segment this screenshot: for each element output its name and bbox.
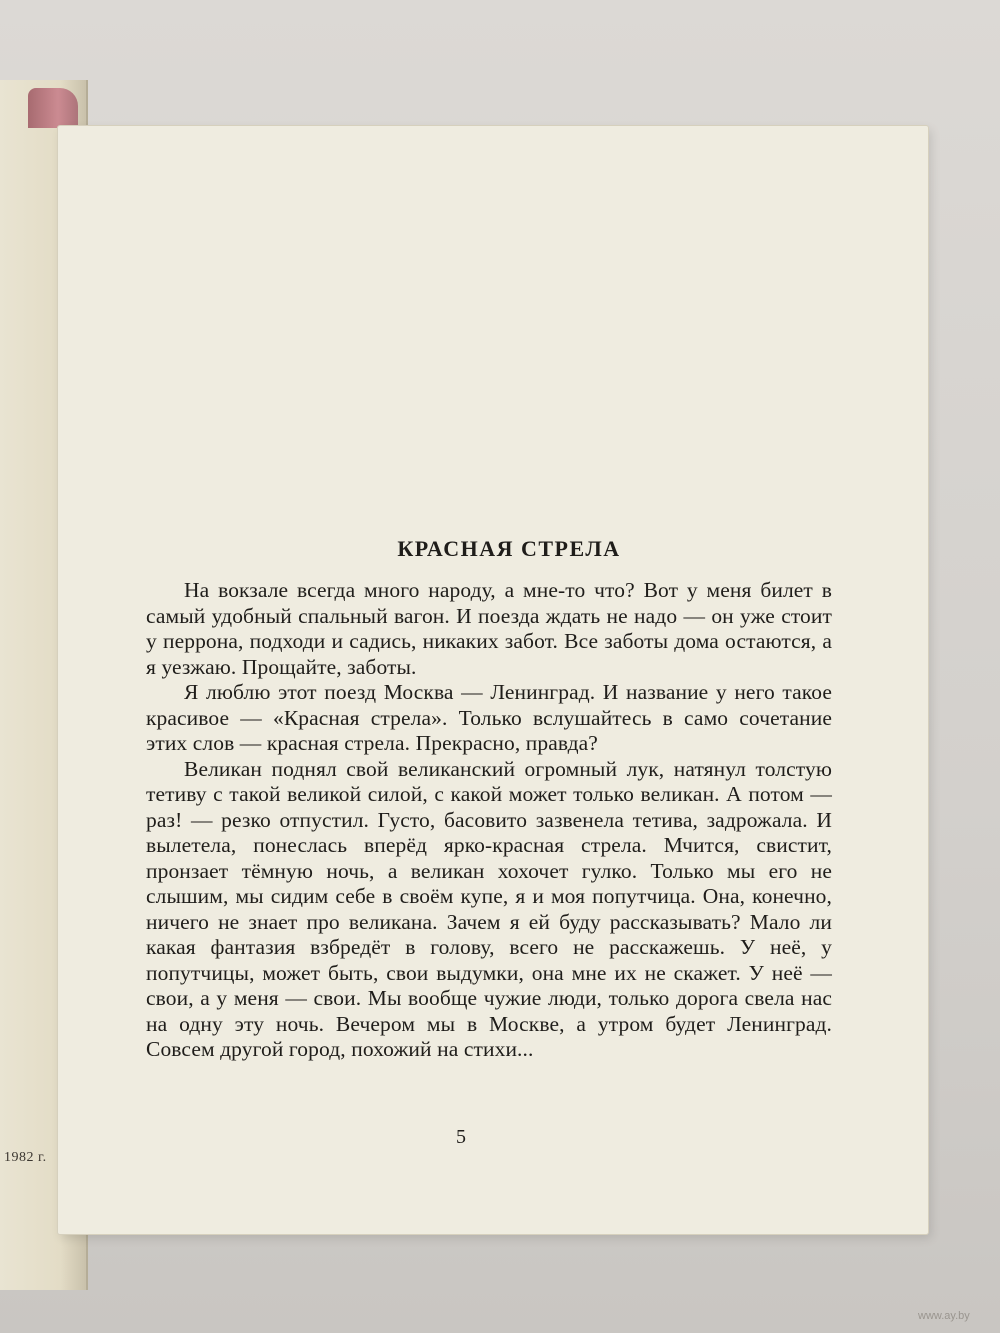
book-page [58,126,928,1234]
paragraph-2: Я люблю этот поезд Москва — Ленинград. И название у него такое красивое — «Красная стрела». Только вслушайтесь в само сочетание этих слов — красная стрела. Прекрасно, правда? [146,680,832,755]
watermark: www.ay.by [918,1310,970,1322]
paragraph-1: На вокзале всегда много народу, а мне-то что? Вот у меня билет в самый удобный спальный вагон. И поезда ждать не надо — он уже стоит у перрона, подходи и садись, никаких забот. Все заботы дома остаются, а я уезжаю. Прощайте, заботы. [146,578,832,679]
paragraph-3: Великан поднял свой великанский огромный лук, натянул толстую тетиву с такой великой силой, с какой может только великан. А потом — раз! — резко отпустил. Густо, басовито зазвенела тетива, задрожала. И вылетела, понеслась вперёд ярко-красная стрела. Мчится, свистит, пронзает тёмную ночь, а великан хохочет гулко. Только мы его не слышим, мы сидим себе в своём купе, я и моя попутчица. Она, конечно, ничего не знает про великана. Зачем я ей буду рассказывать? Мало ли какая фантазия взбредёт в голову, всего не расскажешь. У неё, у попутчицы, может быть, свои выдумки, она мне их не скажет. У неё — свои, а у меня — свои. Мы вообще чужие люди, только дорога свела нас на одну эту ночь. Вечером мы в Москве, а утром будет Ленинград. Совсем другой город, похожий на стихи... [146,756,832,1061]
book-spine-edge [28,88,78,128]
page-number: 5 [456,1126,466,1148]
page-text-block [146,536,832,1063]
chapter-heading: КРАСНАЯ СТРЕЛА [397,536,621,561]
left-page-year-mark: 1982 г. [4,1150,47,1165]
